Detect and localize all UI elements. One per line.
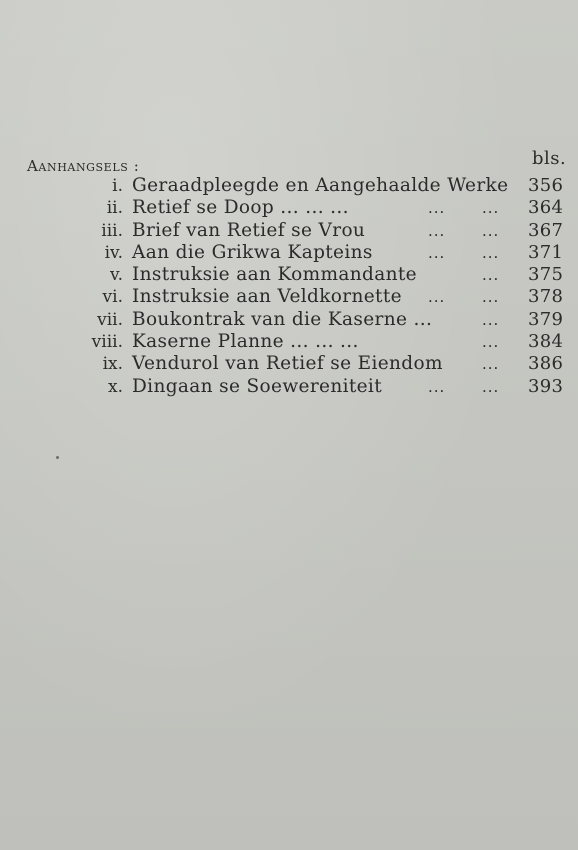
toc-entry <box>0 376 578 398</box>
paper-speck <box>56 456 59 459</box>
entry-number: iv. <box>104 242 123 263</box>
toc-entry <box>0 197 578 219</box>
entry-number: v. <box>110 265 123 286</box>
entry-number: viii. <box>91 332 123 353</box>
toc-entry <box>0 309 578 331</box>
leader-dots: ... <box>482 288 500 307</box>
entry-number: i. <box>112 176 123 196</box>
leader-dots: ... <box>428 288 446 307</box>
toc-entry <box>0 286 578 308</box>
entry-title: Geraadpleegde en Aangehaalde Werke <box>132 175 509 196</box>
entry-number: vii. <box>97 309 123 330</box>
entry-number: ix. <box>102 354 123 375</box>
entry-title: Aan die Grikwa Kapteins <box>132 241 373 263</box>
entry-page: 393 <box>528 375 564 397</box>
entry-number: ii. <box>106 198 123 219</box>
leader-dots: ... <box>482 377 500 396</box>
entry-title: Dingaan se Soewereniteit <box>132 375 382 397</box>
entry-page: 384 <box>528 331 564 353</box>
leader-dots: ... <box>428 243 446 262</box>
leader-dots: ... <box>482 310 500 329</box>
leader-dots: ... <box>482 243 500 262</box>
entry-page: 356 <box>528 175 564 196</box>
entry-page: 379 <box>528 308 564 330</box>
entry-title: Vendurol van Retief se Eiendom <box>132 353 443 375</box>
entry-number: iii. <box>101 220 123 241</box>
toc-entry <box>0 175 578 197</box>
leader-dots: ... <box>428 199 446 218</box>
toc-list <box>0 175 578 398</box>
toc-entry <box>0 264 578 286</box>
appendix-heading: Aanhangsels : <box>27 157 140 175</box>
leader-dots: ... <box>482 221 500 240</box>
entry-page: 375 <box>528 264 564 286</box>
entry-title: Instruksie aan Kommandante <box>132 264 417 286</box>
toc-entry <box>0 220 578 242</box>
entry-number: vi. <box>102 287 123 308</box>
leader-dots: ... <box>482 266 500 285</box>
leader-dots: ... <box>428 221 446 240</box>
entry-number: x. <box>108 376 123 397</box>
leader-dots: ... <box>482 333 500 352</box>
entry-title: Brief van Retief se Vrou <box>132 219 366 241</box>
page-column-label: bls. <box>532 148 567 169</box>
toc-entry <box>0 353 578 375</box>
toc-entry <box>0 242 578 264</box>
toc-entry <box>0 331 578 353</box>
entry-page: 378 <box>528 286 564 308</box>
leader-dots: ... <box>482 199 500 218</box>
entry-page: 367 <box>528 219 564 241</box>
entry-title: Kaserne Planne ... ... ... <box>132 331 359 353</box>
entry-title: Boukontrak van die Kaserne ... <box>132 308 433 330</box>
entry-title: Instruksie aan Veldkornette <box>132 286 402 308</box>
leader-dots: ... <box>428 377 446 396</box>
entry-title: Retief se Doop ... ... ... <box>132 197 349 219</box>
entry-page: 364 <box>528 197 564 219</box>
entry-page: 386 <box>528 353 564 375</box>
entry-page: 371 <box>528 241 564 263</box>
leader-dots: ... <box>482 355 500 374</box>
